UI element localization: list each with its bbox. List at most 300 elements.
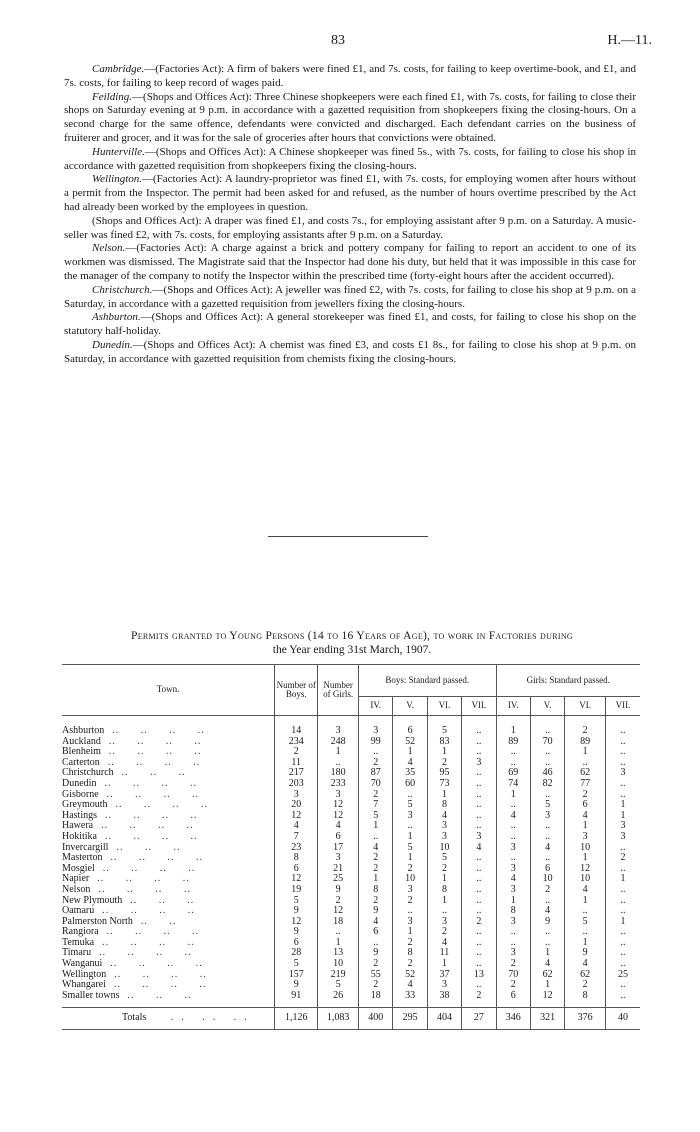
cell-boys-std-iv: 2	[359, 790, 393, 801]
paragraph-place: Feilding.	[92, 90, 133, 103]
cell-girls: 6	[318, 832, 359, 843]
cell-girls: 3	[318, 790, 359, 801]
leader-dots: .. .. .. ..	[105, 830, 198, 842]
cell-girls-std-vi: 1	[565, 747, 606, 758]
paragraph	[64, 91, 636, 146]
table-title	[64, 629, 640, 657]
town-cell	[62, 991, 275, 1008]
cell-boys-std-vi: 38	[427, 991, 461, 1008]
leader-dots: .. .. ..	[121, 767, 186, 779]
cell-boys-std-iv: 9	[359, 948, 393, 959]
cell-girls: 5	[318, 980, 359, 991]
cell-girls-std-iv: 3	[496, 917, 530, 928]
cell-girls-std-v: 4	[530, 843, 564, 854]
cell-girls: 26	[318, 991, 359, 1008]
cell-boys-std-iv: 70	[359, 779, 393, 790]
total-girls-std-vi: 376	[565, 1008, 606, 1030]
cell-girls-std-iv: 3	[496, 843, 530, 854]
cell-boys-std-vi: 4	[427, 938, 461, 949]
table-row	[62, 991, 640, 1008]
cell-boys-std-vi: 95	[427, 768, 461, 779]
town-name: Palmerston North	[62, 915, 133, 927]
cell-girls-std-iv: ..	[496, 853, 530, 864]
town-name: Hokitika	[62, 830, 97, 842]
cell-boys-std-v: ..	[393, 906, 427, 917]
cell-boys-std-vi: 3	[427, 980, 461, 991]
page-number: 83	[331, 33, 345, 48]
cell-girls-std-v: ..	[530, 896, 564, 907]
cell-girls-std-v: ..	[530, 758, 564, 769]
town-name: Hawera	[62, 820, 94, 832]
cell-girls-std-v: 5	[530, 800, 564, 811]
cell-boys-std-vi: 1	[427, 874, 461, 885]
cell-girls-std-iv: ..	[496, 800, 530, 811]
town-name: Auckland	[62, 735, 101, 747]
totals-label: Totals	[122, 1012, 147, 1024]
cell-boys-std-v: 8	[393, 948, 427, 959]
cell-girls-std-v: 10	[530, 874, 564, 885]
town-name: Masterton	[62, 852, 103, 864]
cell-boys: 20	[275, 800, 318, 811]
cell-girls: 233	[318, 779, 359, 790]
paragraph	[64, 242, 636, 283]
paragraph	[64, 63, 636, 91]
leader-dots: .. .. .. ..	[99, 947, 192, 959]
cell-girls-std-iv: ..	[496, 747, 530, 758]
cell-girls: 12	[318, 811, 359, 822]
cell-boys: 5	[275, 959, 318, 970]
cell-boys-std-vi: 8	[427, 800, 461, 811]
cell-boys: 8	[275, 853, 318, 864]
cell-boys: 9	[275, 927, 318, 938]
paragraph-text: —(Shops and Offices Act): A Chinese shopkeeper was fined 5s., with 7s. costs, for failing to close his shop in accordance with gazetted requisition from shopkeepers fixing the closing-hours.	[64, 145, 636, 172]
cell-boys-std-v: 2	[393, 896, 427, 907]
leader-dots: .. .. .. ..	[106, 788, 200, 800]
paragraph-place: Ashburton.	[92, 311, 141, 324]
paragraph	[64, 173, 636, 214]
cell-boys-std-vii: 2	[462, 917, 496, 928]
cell-boys-std-vii: ..	[462, 938, 496, 949]
leader-dots: .. .. .. ..	[110, 958, 203, 970]
cell-girls-std-v: 9	[530, 917, 564, 928]
paragraph-place: Dunedin.	[92, 338, 133, 351]
leader-dots: .. .. .. ..	[97, 873, 190, 885]
cell-girls-std-vii: 3	[606, 821, 640, 832]
cell-girls-std-iv: 8	[496, 906, 530, 917]
cell-boys-std-vii: 13	[462, 970, 496, 981]
town-name: Wanganui	[62, 958, 103, 970]
town-name: Oamaru	[62, 905, 95, 917]
header-girls-standard: Girls: Standard passed.	[496, 665, 640, 697]
cell-girls-std-vii: ..	[606, 991, 640, 1008]
cell-boys-std-iv: 8	[359, 885, 393, 896]
cell-boys-std-v: 3	[393, 885, 427, 896]
cell-boys-std-v: 4	[393, 980, 427, 991]
cell-girls-std-vi: ..	[565, 927, 606, 938]
cell-girls-std-v: ..	[530, 927, 564, 938]
leader-dots: .. .. .. ..	[108, 735, 202, 747]
cell-girls-std-vi: 2	[565, 716, 606, 737]
town-name: Carterton	[62, 756, 100, 768]
town-name: Smaller towns	[62, 989, 120, 1001]
leader-dots: .. .. ..	[116, 841, 181, 853]
cell-boys: 6	[275, 864, 318, 875]
cell-girls-std-vii: ..	[606, 927, 640, 938]
cell-girls: 1	[318, 938, 359, 949]
leader-dots: .. .. .. ..	[102, 905, 195, 917]
cell-boys-std-iv: 2	[359, 896, 393, 907]
cell-boys-std-vi: 5	[427, 716, 461, 737]
leader-dots: .. .. .. ..	[105, 809, 198, 821]
cell-boys: 157	[275, 970, 318, 981]
cell-boys-std-vi: 37	[427, 970, 461, 981]
cell-girls-std-vii: ..	[606, 906, 640, 917]
cell-boys-std-vi: 11	[427, 948, 461, 959]
total-girls-std-v: 321	[530, 1008, 564, 1030]
cell-boys-std-iv: 3	[359, 716, 393, 737]
town-name: Nelson	[62, 883, 91, 895]
paragraph-text: —(Shops and Offices Act): A general storekeeper was fined £1, and costs, for failing to close his shop on the statutory half-holiday.	[64, 311, 636, 338]
cell-girls-std-vi: 4	[565, 959, 606, 970]
cell-boys: 234	[275, 737, 318, 748]
leader-dots: .. .. .. ..	[106, 926, 200, 938]
cell-girls: 248	[318, 737, 359, 748]
cell-boys-std-v: 35	[393, 768, 427, 779]
cell-girls-std-v: 1	[530, 980, 564, 991]
cell-boys-std-iv: 2	[359, 864, 393, 875]
cell-boys-std-vii: ..	[462, 811, 496, 822]
cell-girls-std-v: 6	[530, 864, 564, 875]
leader-dots: .. .. .. ..	[98, 883, 191, 895]
town-name: Whangarei	[62, 979, 106, 991]
cell-girls-std-v: 2	[530, 885, 564, 896]
table-row	[62, 885, 640, 896]
table-row	[62, 779, 640, 790]
cell-boys-std-v: 5	[393, 800, 427, 811]
paragraph-text: —(Shops and Offices Act): Three Chinese shopkeepers were each fined £1, with 7s. costs, for failing to close their shops on Saturday evening at 9 p.m. in accordance with a gazetted requisition from shopkeepers fixing the closing-hours. On a second charge for the same offence, defendants were convicted and discharged. Each defendant carries on the business of fruiterer and grocer, and it was for the sale of groceries after hours that convictions were obtained.	[64, 90, 636, 144]
cell-boys-std-v: 2	[393, 864, 427, 875]
cell-girls-std-v: ..	[530, 853, 564, 864]
paragraph	[64, 311, 636, 339]
table-title-line-1: Permits granted to Young Persons (14 to 16 Years of Age), to work in Factories during	[131, 630, 573, 642]
paragraph-place: Christchurch.	[92, 283, 153, 296]
cell-girls-std-vii: 1	[606, 917, 640, 928]
cell-boys-std-vi: 1	[427, 896, 461, 907]
cell-girls-std-vi: 1	[565, 821, 606, 832]
cell-boys-std-vii: ..	[462, 874, 496, 885]
cell-girls-std-vii: ..	[606, 737, 640, 748]
cell-boys-std-v: 1	[393, 927, 427, 938]
cell-girls-std-vii: ..	[606, 747, 640, 758]
cell-girls-std-vii: ..	[606, 959, 640, 970]
cell-boys-std-v: 3	[393, 811, 427, 822]
cell-boys: 9	[275, 980, 318, 991]
cell-girls-std-vi: 62	[565, 970, 606, 981]
cell-boys-std-vi: 83	[427, 737, 461, 748]
cell-girls: 21	[318, 864, 359, 875]
cell-boys-std-vii: ..	[462, 747, 496, 758]
table-row	[62, 716, 640, 737]
town-name: Invercargill	[62, 841, 109, 853]
cell-girls-std-v: 4	[530, 959, 564, 970]
totals-leader-dots: .. .. ..	[170, 1012, 255, 1024]
cell-girls-std-v: 46	[530, 768, 564, 779]
header-girls-std-v: V.	[530, 697, 564, 716]
table-row	[62, 832, 640, 843]
cell-girls-std-vi: 5	[565, 917, 606, 928]
leader-dots: .. .. .. ..	[110, 852, 204, 864]
cell-boys-std-vi: 3	[427, 832, 461, 843]
leader-dots: .. .. .. ..	[101, 820, 194, 832]
cell-girls-std-v: 1	[530, 948, 564, 959]
town-name: Blenheim	[62, 746, 101, 758]
cell-girls-std-iv: ..	[496, 821, 530, 832]
header-number-of-boys: Number of Boys.	[275, 665, 318, 716]
paragraph	[64, 146, 636, 174]
cell-boys-std-iv: 2	[359, 959, 393, 970]
permits-table	[62, 664, 640, 1030]
cell-girls-std-iv: 3	[496, 864, 530, 875]
cell-girls-std-iv: ..	[496, 938, 530, 949]
paragraph	[64, 339, 636, 367]
town-name: Christchurch	[62, 767, 114, 779]
cell-boys-std-v: 10	[393, 874, 427, 885]
cell-boys-std-iv: 1	[359, 874, 393, 885]
cell-girls: 3	[318, 853, 359, 864]
cell-boys: 12	[275, 917, 318, 928]
paragraph-place: Hunterville.	[92, 145, 145, 158]
cell-girls-std-iv: ..	[496, 927, 530, 938]
cell-girls-std-vi: 4	[565, 811, 606, 822]
cell-girls-std-vii: ..	[606, 758, 640, 769]
cell-girls-std-vi: 1	[565, 938, 606, 949]
cell-girls-std-vii: ..	[606, 896, 640, 907]
cell-boys-std-vii: 2	[462, 991, 496, 1008]
cell-girls: 1	[318, 747, 359, 758]
cell-boys-std-iv: ..	[359, 832, 393, 843]
cell-girls-std-v: 4	[530, 906, 564, 917]
town-name: Dunedin	[62, 777, 97, 789]
cell-boys-std-vii: 4	[462, 843, 496, 854]
cell-boys-std-v: 60	[393, 779, 427, 790]
cell-girls-std-vi: 1	[565, 896, 606, 907]
total-boys-std-iv: 400	[359, 1008, 393, 1030]
cell-girls: 3	[318, 716, 359, 737]
town-name: New Plymouth	[62, 894, 123, 906]
cell-girls-std-v: ..	[530, 821, 564, 832]
cell-girls-std-iv: ..	[496, 832, 530, 843]
cell-girls-std-v: ..	[530, 938, 564, 949]
total-girls-std-iv: 346	[496, 1008, 530, 1030]
total-boys-std-vi: 404	[427, 1008, 461, 1030]
cell-girls-std-vi: 9	[565, 948, 606, 959]
paragraph-text: (Shops and Offices Act): A draper was fined £1, and costs 7s., for employing assistant after 9 p.m. on a Saturday. A music-seller was fined £2, with 7s. costs, for employing assistants after 9 p.m. on a Saturday.	[64, 214, 636, 241]
leader-dots: .. .. .. ..	[104, 777, 197, 789]
cell-girls-std-iv: 89	[496, 737, 530, 748]
cell-girls-std-vii: 1	[606, 811, 640, 822]
cell-girls-std-vi: 77	[565, 779, 606, 790]
leader-dots: .. .. .. ..	[102, 862, 196, 874]
cell-girls-std-vii: ..	[606, 885, 640, 896]
totals-row	[62, 1008, 640, 1030]
cell-boys-std-v: 1	[393, 832, 427, 843]
cell-girls-std-v: ..	[530, 747, 564, 758]
town-name: Rangiora	[62, 926, 99, 938]
cell-boys-std-v: 3	[393, 917, 427, 928]
paragraph-text: —(Shops and Offices Act): A chemist was fined £3, and costs £1 8s., for failing to close his shop at 9 p.m. on Saturday, in accordance with gazetted requisition from chemists fixing the closing-hours.	[64, 338, 636, 365]
cell-girls-std-iv: 3	[496, 885, 530, 896]
cell-boys: 12	[275, 874, 318, 885]
town-name: Mosgiel	[62, 862, 95, 874]
cell-boys-std-v: ..	[393, 821, 427, 832]
header-town: Town.	[156, 684, 180, 695]
cell-girls-std-iv: 4	[496, 811, 530, 822]
header-boys-std-v: V.	[393, 697, 427, 716]
cell-boys-std-vi: 1	[427, 790, 461, 801]
leader-dots: .. .. .. ..	[108, 746, 202, 758]
paragraph	[64, 215, 636, 243]
paragraph-text: —(Shops and Offices Act): A jeweller was fined £2, with 7s. costs, for failing to close his shop at 9 p.m. on a Saturday, in accordance with a gazetted requisition from jewellers fixing the closing-hours.	[64, 283, 636, 310]
cell-girls-std-vi: 8	[565, 991, 606, 1008]
cell-girls-std-vii: ..	[606, 843, 640, 854]
cell-girls-std-vi: 6	[565, 800, 606, 811]
cell-boys-std-v: 5	[393, 843, 427, 854]
cell-boys-std-v: 1	[393, 747, 427, 758]
cell-boys-std-vii: ..	[462, 779, 496, 790]
cell-girls-std-v: 70	[530, 737, 564, 748]
cell-boys-std-vi: 2	[427, 927, 461, 938]
cell-girls-std-v: 3	[530, 811, 564, 822]
town-name: Wellington	[62, 968, 107, 980]
cell-girls-std-v: ..	[530, 716, 564, 737]
paragraph-place: Nelson.	[92, 242, 126, 255]
paragraph-text: —(Factories Act): A charge against a brick and pottery company for failing to report an accident to one of its workmen was dismissed. The Magistrate said that the Inspector had done his duty, but held that it was impossible in this case for the manager of the company to notify the Inspector within the prescribed time (forty-eight hours after the accident occurred).	[64, 242, 636, 282]
cell-girls-std-vii: ..	[606, 716, 640, 737]
cell-boys-std-iv: 99	[359, 737, 393, 748]
town-name: Temuka	[62, 936, 95, 948]
total-girls: 1,083	[318, 1008, 359, 1030]
cell-boys-std-vii: ..	[462, 948, 496, 959]
cell-girls: 180	[318, 768, 359, 779]
section-divider	[268, 536, 428, 537]
header-boys-standard: Boys: Standard passed.	[359, 665, 497, 697]
cell-girls-std-vi: ..	[565, 758, 606, 769]
cell-girls-std-v: 62	[530, 970, 564, 981]
cell-boys-std-v: 1	[393, 853, 427, 864]
cell-boys-std-vii: ..	[462, 716, 496, 737]
cell-girls-std-iv: 70	[496, 970, 530, 981]
cell-girls: 2	[318, 896, 359, 907]
cell-girls-std-v: ..	[530, 790, 564, 801]
cell-girls-std-vi: 10	[565, 843, 606, 854]
cell-girls-std-vii: ..	[606, 938, 640, 949]
cell-girls-std-iv: 74	[496, 779, 530, 790]
header-number-of-girls: Number of Girls.	[318, 665, 359, 716]
leader-dots: .. .. .. ..	[115, 799, 209, 811]
cell-boys-std-vi: 1	[427, 747, 461, 758]
cell-girls-std-vii: ..	[606, 790, 640, 801]
cell-girls-std-vi: 3	[565, 832, 606, 843]
cell-girls-std-vii: 2	[606, 853, 640, 864]
cell-girls-std-v: ..	[530, 832, 564, 843]
cell-boys-std-vi: ..	[427, 906, 461, 917]
town-name: Greymouth	[62, 799, 108, 811]
total-boys: 1,126	[275, 1008, 318, 1030]
leader-dots: .. .. .. ..	[114, 968, 207, 980]
cell-boys-std-vii: 3	[462, 832, 496, 843]
cell-girls-std-iv: 1	[496, 716, 530, 737]
cell-boys-std-iv: 87	[359, 768, 393, 779]
cell-boys-std-iv: 55	[359, 970, 393, 981]
cell-girls: 9	[318, 885, 359, 896]
cell-boys-std-iv: 2	[359, 758, 393, 769]
cell-boys-std-vii: ..	[462, 737, 496, 748]
total-girls-std-vii: 40	[606, 1008, 640, 1030]
cell-boys-std-vi: 1	[427, 959, 461, 970]
cell-girls-std-vii: ..	[606, 948, 640, 959]
town-name: Hastings	[62, 809, 97, 821]
cell-boys-std-v: 6	[393, 716, 427, 737]
cell-boys-std-iv: 7	[359, 800, 393, 811]
cell-girls-std-vi: 2	[565, 790, 606, 801]
cell-girls: 12	[318, 906, 359, 917]
prosecutions-text	[64, 63, 636, 367]
cell-boys-std-vii: ..	[462, 906, 496, 917]
cell-boys: 19	[275, 885, 318, 896]
cell-girls-std-vi: 62	[565, 768, 606, 779]
paragraph-text: —(Factories Act): A firm of bakers were fined £1, and 7s. costs, for failing to keep overtime-book, and £1, and 7s. costs, for failing to keep record of wages paid.	[64, 63, 636, 89]
cell-girls-std-vii: ..	[606, 779, 640, 790]
cell-girls-std-iv: 6	[496, 991, 530, 1008]
totals-label-cell	[62, 1008, 275, 1030]
cell-boys: 4	[275, 821, 318, 832]
paragraph-text: —(Factories Act): A laundry-proprietor was fined £1, with 7s. costs, for employing women after hours without a permit from the Inspector. The permit had been asked for and refused, as the number of hours overtime prescribed by the Act had already been worked by the employees in question.	[64, 173, 636, 213]
cell-boys-std-vii: ..	[462, 980, 496, 991]
cell-boys-std-vii: ..	[462, 768, 496, 779]
cell-boys-std-iv: 2	[359, 853, 393, 864]
cell-boys-std-v: ..	[393, 790, 427, 801]
paragraph-place: Cambridge.	[92, 63, 145, 75]
cell-girls: 219	[318, 970, 359, 981]
cell-boys-std-iv: 18	[359, 991, 393, 1008]
cell-girls: ..	[318, 758, 359, 769]
cell-boys-std-vi: 73	[427, 779, 461, 790]
cell-boys-std-iv: ..	[359, 747, 393, 758]
cell-boys: 3	[275, 790, 318, 801]
cell-boys: 2	[275, 747, 318, 758]
cell-girls-std-iv: 4	[496, 874, 530, 885]
cell-girls-std-vi: 1	[565, 853, 606, 864]
cell-boys-std-vi: 3	[427, 917, 461, 928]
cell-girls-std-v: 82	[530, 779, 564, 790]
cell-boys: 23	[275, 843, 318, 854]
cell-boys: 217	[275, 768, 318, 779]
leader-dots: .. ..	[140, 915, 177, 927]
cell-girls: 25	[318, 874, 359, 885]
paragraph	[64, 284, 636, 312]
cell-boys-std-v: 2	[393, 938, 427, 949]
cell-boys: 7	[275, 832, 318, 843]
cell-girls-std-vi: 10	[565, 874, 606, 885]
cell-boys-std-iv: 4	[359, 917, 393, 928]
cell-boys-std-vii: ..	[462, 800, 496, 811]
cell-girls-std-v: 12	[530, 991, 564, 1008]
cell-boys: 91	[275, 991, 318, 1008]
cell-boys-std-vi: 2	[427, 758, 461, 769]
cell-boys-std-vii: ..	[462, 821, 496, 832]
header-boys-std-vi: VI.	[427, 697, 461, 716]
cell-girls: ..	[318, 927, 359, 938]
